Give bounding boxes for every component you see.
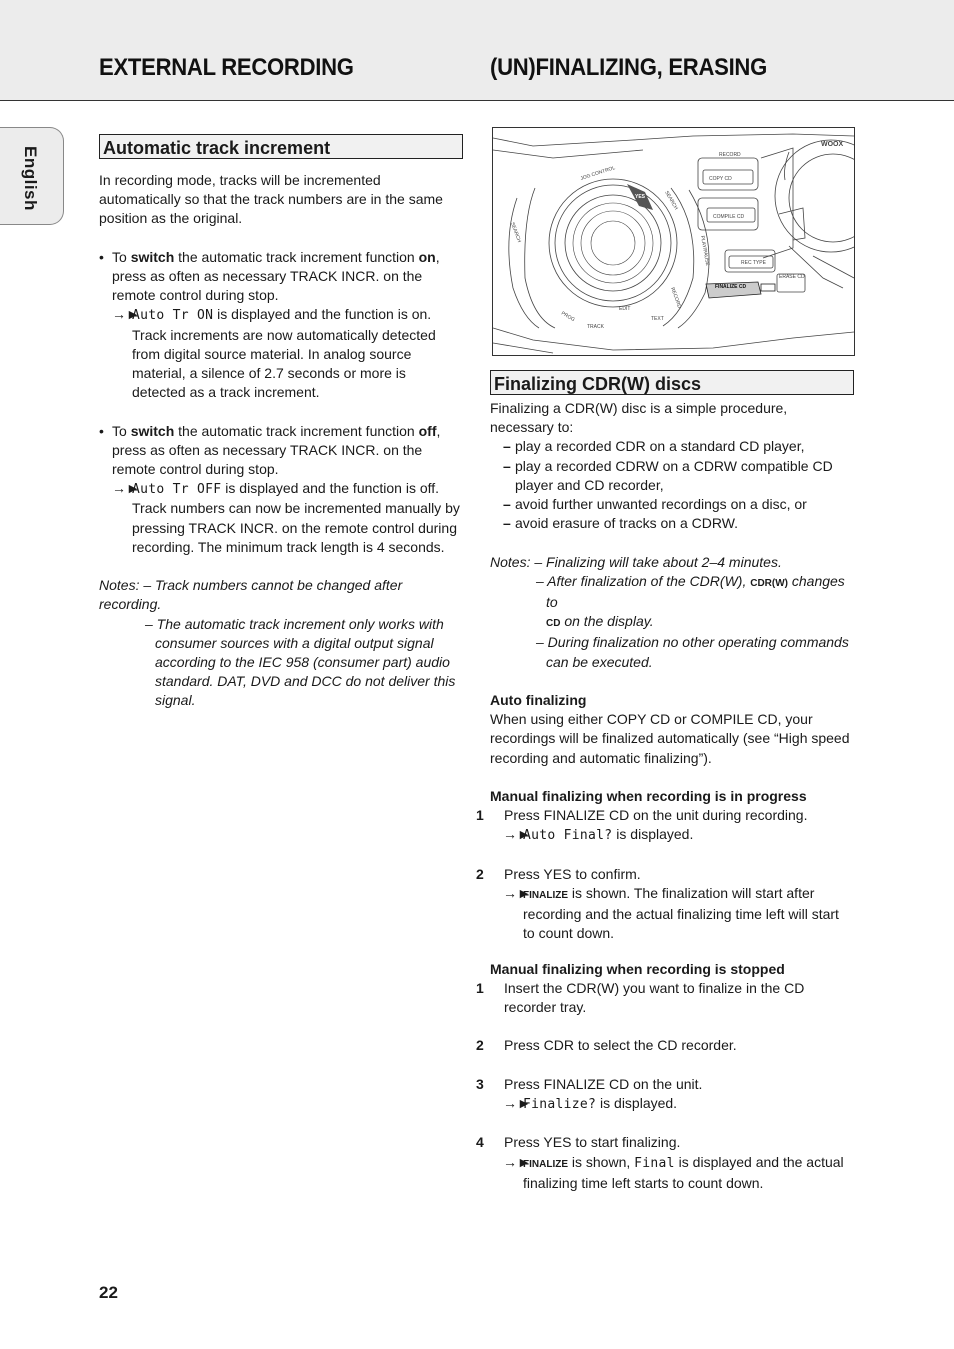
step-1: 1 Insert the CDR(W) you want to finalize in the CD recorder tray.: [476, 979, 805, 1016]
in-progress-heading: Manual finalizing when recording is in progress: [490, 788, 807, 805]
left-column: [99, 134, 463, 711]
page-title-right: (UN)FINALIZING, ERASING: [490, 54, 768, 81]
label-record-top: RECORD: [719, 152, 741, 158]
label-search-right: SEARCH: [663, 190, 679, 212]
list-item: – avoid further unwanted recordings on a disc, or: [490, 495, 854, 514]
list-item: – play a recorded CDRW on a CDRW compatible CD player and CD recorder,: [490, 457, 854, 495]
label-rec-type: REC TYPE: [741, 260, 766, 266]
label-record-button: RECORD: [669, 286, 683, 310]
notes-block: [99, 576, 463, 710]
label-jog-control: JOG CONTROL: [579, 165, 616, 182]
label-edit: EDIT: [619, 306, 631, 312]
step-2-result: →►FINALIZE is shown. The finalization will start after recording and the actual finalizing time left will start to count down.: [503, 885, 839, 942]
label-erase-cd: ERASE CD: [779, 274, 805, 280]
list-item: – play a recorded CDR on a standard CD player,: [490, 437, 854, 456]
step-4: 4 Press YES to start finalizing.: [476, 1134, 681, 1151]
note-2: – The automatic track increment only works with consumer sources with a digital output signal according to the IEC 958 (consumer part) audio standard. DAT, DVD and DCC do not deliver this signal.: [145, 615, 456, 709]
arrow-icon: →►: [503, 1095, 531, 1112]
label-copy-cd: COPY CD: [709, 176, 732, 182]
display-text: Auto Tr ON: [132, 308, 214, 324]
intro-paragraph: In recording mode, tracks will be incremented automatically so that the track numbers are in the same position as the original.: [99, 172, 443, 227]
note-3: – During finalization no other operating commands can be executed.: [536, 634, 849, 670]
bullet-switch-off: • To switch the automatic track increment function off, press as often as necessary TRACK INCR. on the remote control during stop.: [99, 422, 463, 480]
label-play-pause: PLAY/PAUSE: [699, 235, 711, 267]
finalize-notes: [490, 553, 854, 672]
right-column: [476, 370, 854, 1193]
step-3: 3 Press FINALIZE CD on the unit.: [476, 1075, 703, 1092]
list-item: – avoid erasure of tracks on a CDRW.: [490, 514, 854, 533]
notes-label: Notes:: [490, 553, 531, 570]
step-2: 2 Press CDR to select the CD recorder.: [476, 1037, 737, 1054]
device-illustration: [492, 127, 855, 356]
step-2: 2 Press YES to confirm.: [476, 865, 641, 882]
display-text: Auto Tr OFF: [132, 482, 222, 498]
finalize-intro: Finalizing a CDR(W) disc is a simple procedure, necessary to:: [490, 400, 788, 436]
note-1: – Track numbers cannot be changed after recording.: [99, 577, 403, 613]
device-panel-drawing: [493, 128, 854, 355]
note-1: – Finalizing will take about 2–4 minutes.: [534, 553, 782, 570]
label-yes: YES: [635, 194, 646, 200]
arrow-icon: →►: [112, 306, 140, 323]
label-search-left: SEARCH: [509, 221, 522, 244]
label-prog: PROG: [560, 310, 576, 324]
page-number: 22: [99, 1283, 118, 1302]
result-switch-on: →►Auto Tr ON is displayed and the function is on. Track increments are now automatically detected from digital source material. In analog source material, a silence of 2.7 seconds or more is detected as a track increment.: [112, 306, 436, 401]
language-tab-label: English: [21, 146, 40, 211]
label-text: TEXT: [651, 316, 664, 322]
section-title-track-increment: Automatic track increment: [99, 134, 463, 159]
arrow-icon: →►: [503, 826, 531, 843]
label-compile-cd: COMPILE CD: [713, 214, 745, 220]
step-1: 1 Press FINALIZE CD on the unit during recording.: [476, 807, 808, 824]
arrow-icon: →►: [112, 480, 140, 497]
step-1-result: →►Auto Final? is displayed.: [503, 826, 694, 844]
language-tab: [0, 127, 64, 225]
section-title-finalizing: Finalizing CDR(W) discs: [490, 370, 854, 395]
notes-label: Notes:: [99, 577, 140, 594]
label-finalize-cd: FINALIZE CD: [715, 284, 747, 290]
page-title-left: EXTERNAL RECORDING: [99, 54, 354, 81]
arrow-icon: →►: [503, 885, 531, 902]
auto-finalizing-text: When using either COPY CD or COMPILE CD, your recordings will be finalized automatically (see “High speed recording and automatic finalizing”).: [490, 711, 850, 766]
stopped-heading: Manual finalizing when recording is stopped: [490, 960, 785, 977]
auto-finalizing-heading: Auto finalizing: [490, 692, 587, 709]
step-3-result: →►Finalize? is displayed.: [503, 1095, 678, 1113]
label-track: TRACK: [587, 324, 604, 330]
label-woox: WOOX: [821, 141, 844, 148]
step-4-result: →►FINALIZE is shown, Final is displayed and the actual finalizing time left starts to count down.: [503, 1153, 844, 1191]
bullet-switch-on: • To switch the automatic track increment function on, press as often as necessary TRACK INCR. on the remote control during stop.: [99, 248, 463, 306]
arrow-icon: →►: [503, 1153, 531, 1170]
header-band: [0, 0, 954, 101]
result-switch-off: →►Auto Tr OFF is displayed and the function is off. Track numbers can now be incremented manually by pressing TRACK INCR. on the remote control during recording. The minimum track length is 4 seconds.: [112, 480, 460, 555]
note-2: – After finalization of the CDR(W), CDR(W) changes to CD on the display.: [536, 572, 845, 630]
